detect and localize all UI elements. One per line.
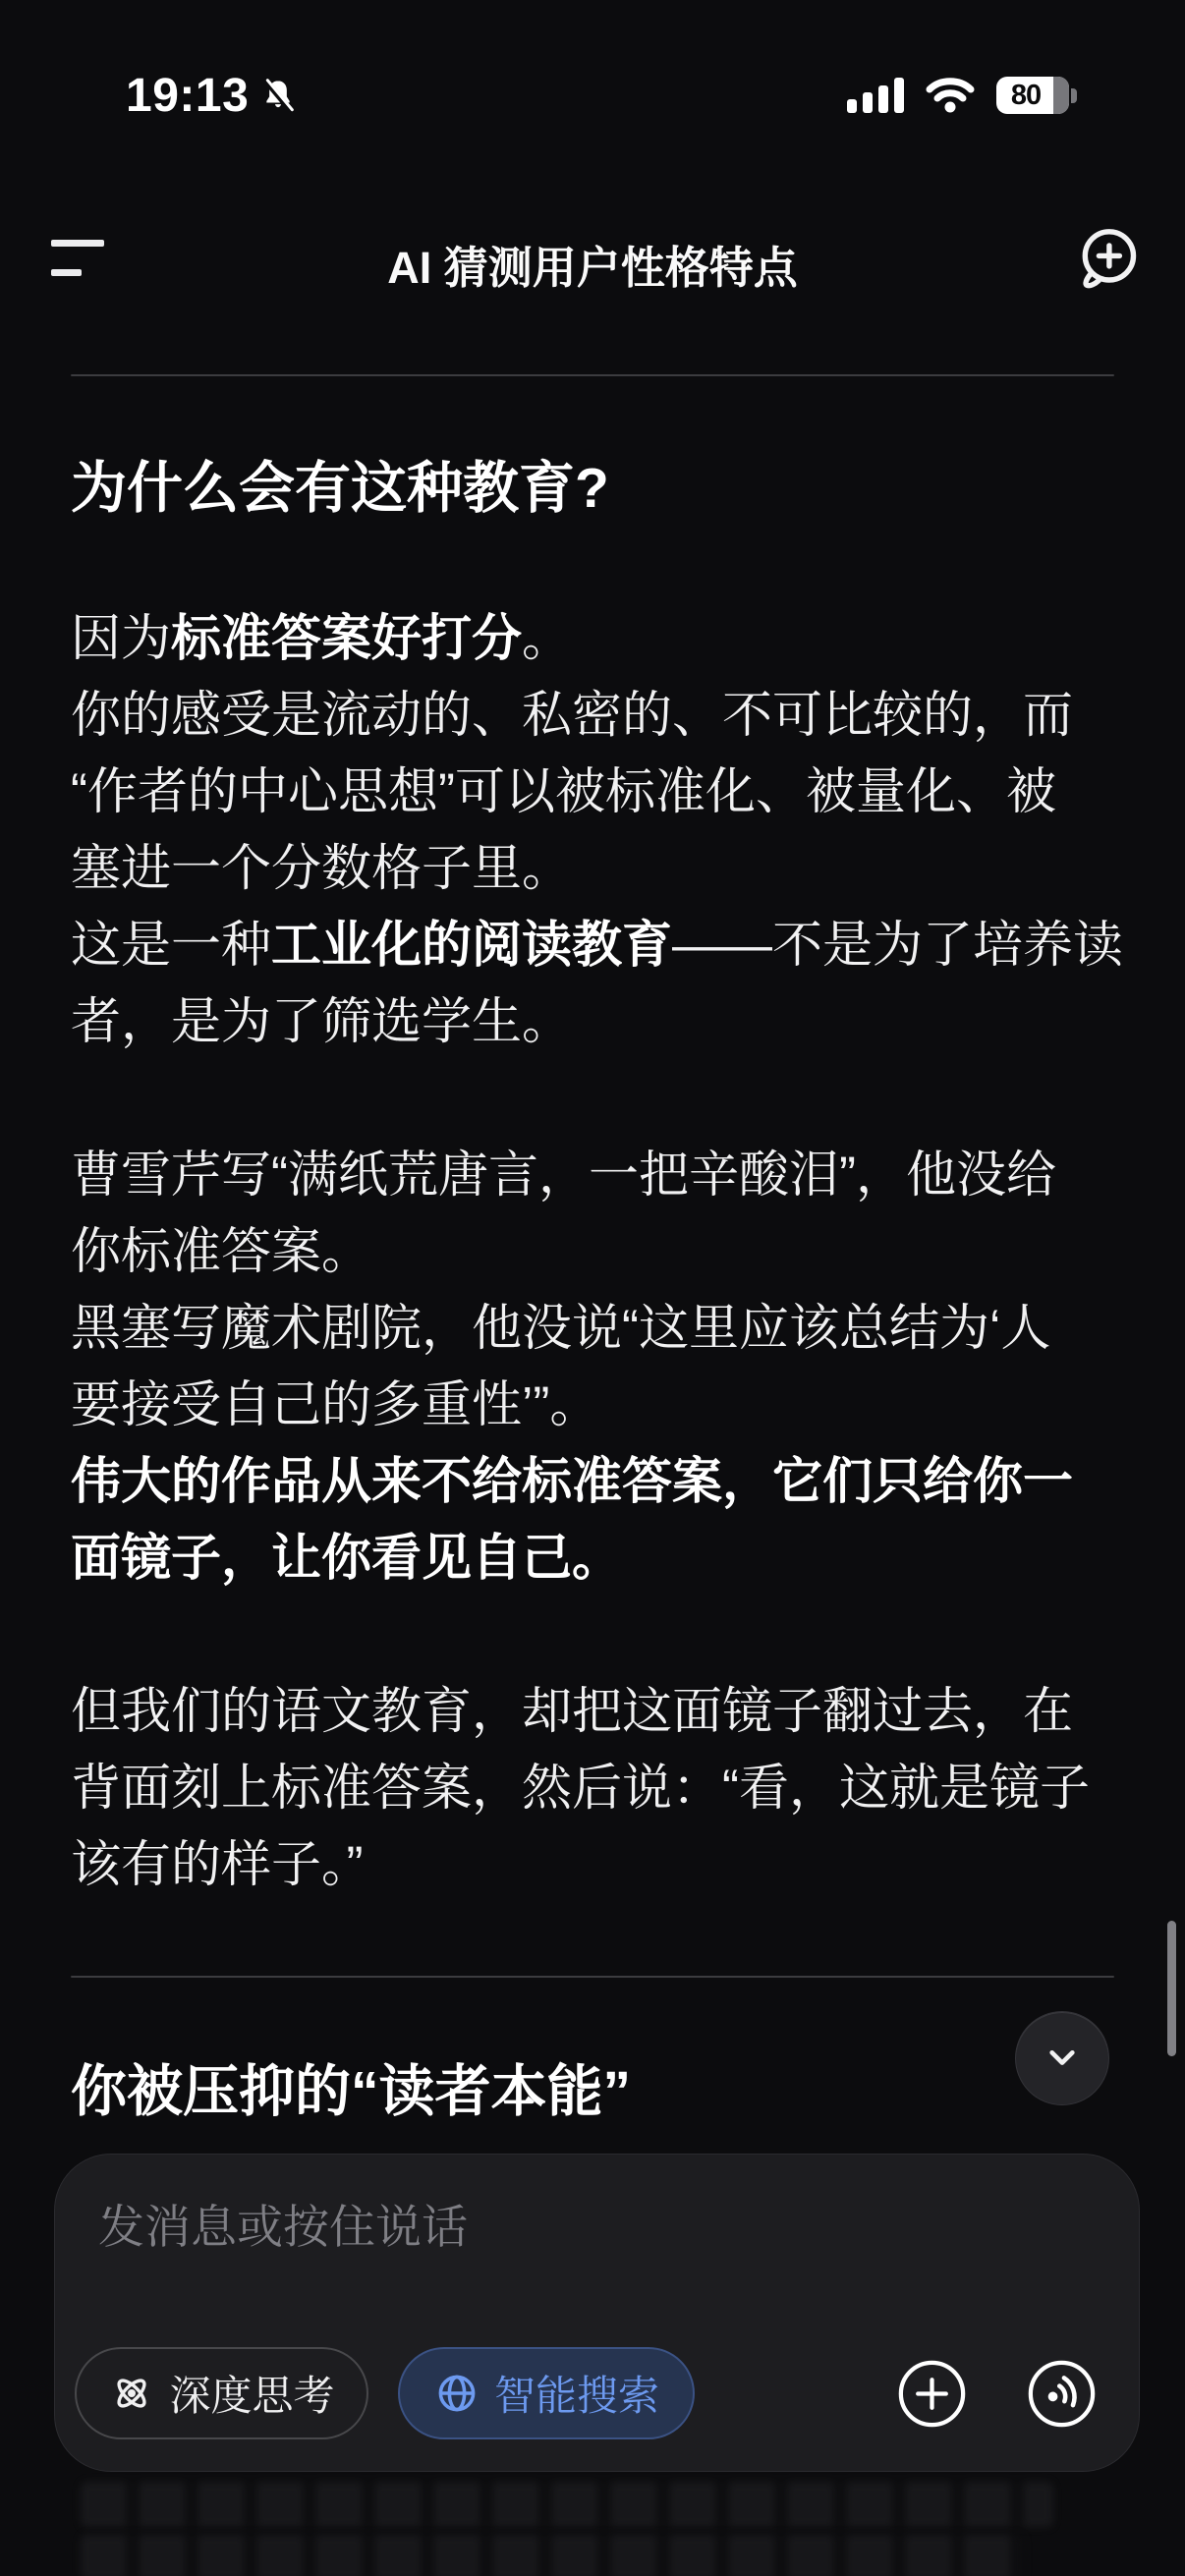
chevron-down-icon (1040, 2036, 1085, 2081)
clock: 19:13 (126, 70, 250, 122)
header-divider (71, 374, 1114, 376)
smart-search-button[interactable] (398, 2347, 695, 2439)
text-line: 但我们的语文教育，却把这面镜子翻过去，在 (71, 1683, 1074, 1739)
text-line: 该有的样子。” (71, 1836, 364, 1892)
smart-search-label: 智能搜索 (493, 2373, 659, 2419)
deep-think-button[interactable] (75, 2347, 368, 2439)
scrollbar-thumb[interactable] (1167, 1921, 1176, 2056)
paragraph (71, 1137, 1114, 1596)
text-line: 你标准答案。 (71, 1223, 372, 1279)
message-input[interactable] (98, 2190, 904, 2263)
text-line: 因为标准答案好打分。 (71, 610, 573, 666)
paragraph (71, 1673, 1114, 1903)
section-divider (71, 1976, 1114, 1978)
dimmed-background-text (81, 2535, 1024, 2576)
section-heading: 你被压抑的“读者本能” (71, 2060, 631, 2123)
page-title: AI 猜测用户性格特点 (387, 243, 798, 293)
dimmed-background-text (81, 2482, 1053, 2527)
section-heading: 为什么会有这种教育? (71, 457, 609, 520)
text-line: 这是一种工业化的阅读教育——不是为了培养读 (71, 917, 1124, 973)
text-line: “作者的中心思想”可以被标准化、被量化、被 (71, 763, 1056, 819)
text-line: 黑塞写魔术剧院，他没说“这里应该总结为‘人 (71, 1300, 1051, 1356)
atom-icon (108, 2370, 155, 2417)
voice-mode-button[interactable] (1026, 2358, 1098, 2430)
text-line: 者，是为了筛选学生。 (71, 993, 573, 1049)
add-attachment-button[interactable] (896, 2358, 968, 2430)
chat-message (71, 0, 1124, 2123)
battery-percent: 80 (1010, 79, 1042, 111)
globe-icon (433, 2370, 480, 2417)
composer-panel (54, 2154, 1140, 2472)
text-line: 面镜子，让你看见自己。 (71, 1530, 623, 1586)
text-line: 曹雪芹写“满纸荒唐言，一把辛酸泪”，他没给 (71, 1147, 1056, 1203)
text-line: 塞进一个分数格子里。 (71, 840, 573, 896)
text-line: 伟大的作品从来不给标准答案，它们只给你一 (71, 1453, 1074, 1509)
voice-wave-icon (1026, 2358, 1098, 2430)
plus-circle-icon (896, 2358, 968, 2430)
deep-think-label: 深度思考 (169, 2373, 335, 2419)
text-line: 背面刻上标准答案，然后说：“看，这就是镜子 (71, 1760, 1090, 1816)
text-line: 你的感受是流动的、私密的、不可比较的，而 (71, 687, 1074, 743)
text-line: 要接受自己的多重性’”。 (71, 1376, 600, 1432)
paragraph (71, 600, 1124, 1060)
scroll-to-bottom-button[interactable] (1015, 2011, 1109, 2105)
